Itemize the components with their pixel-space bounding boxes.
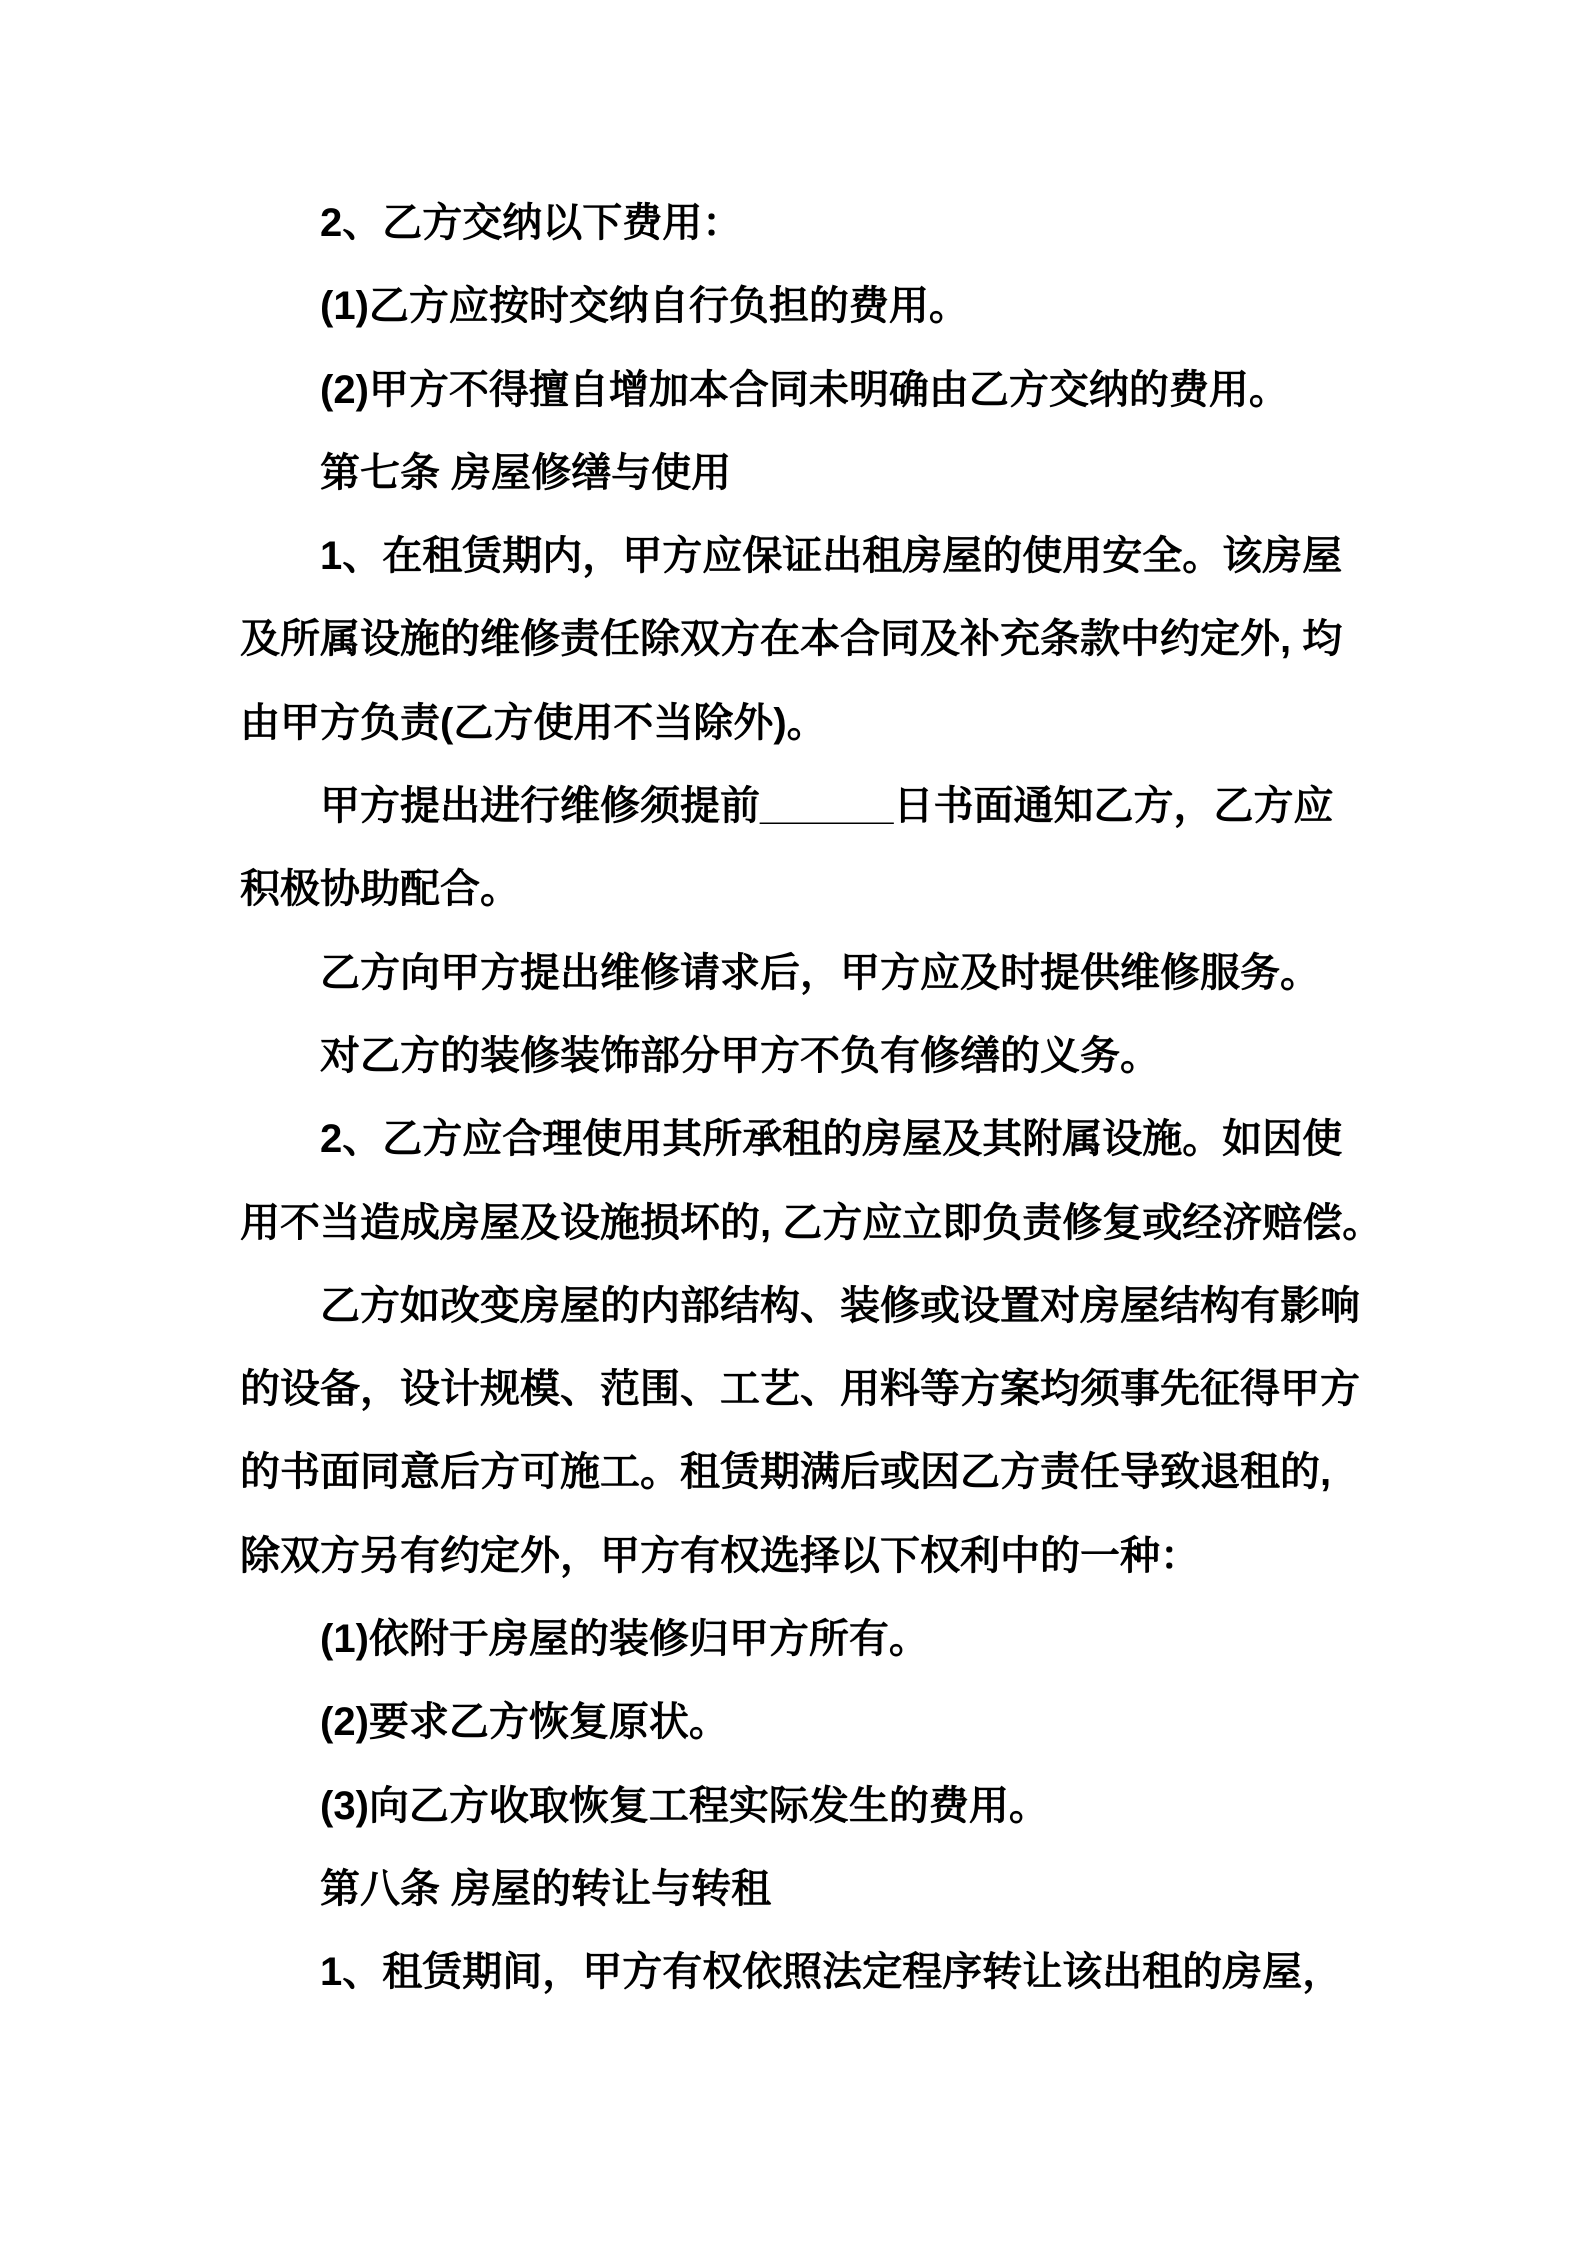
contract-line: 对乙方的装修装饰部分甲方不负有修缮的义务。 — [320, 1033, 1160, 1078]
contract-line: 1、租赁期间，甲方有权依照法定程序转让该出租的房屋， — [320, 1950, 1343, 1995]
contract-line: (1)依附于房屋的装修归甲方所有。 — [320, 1617, 929, 1662]
contract-line: 由甲方负责(乙方使用不当除外)。 — [240, 700, 827, 745]
contract-line: 除双方另有约定外，甲方有权选择以下权利中的一种： — [240, 1533, 1200, 1578]
contract-line: 乙方向甲方提出维修请求后，甲方应及时提供维修服务。 — [320, 950, 1320, 995]
section-heading: 第八条 房屋的转让与转租 — [320, 1866, 772, 1911]
contract-line: 2、乙方交纳以下费用： — [320, 201, 743, 245]
contract-line: 1、在租赁期内，甲方应保证出租房屋的使用安全。该房屋 — [320, 534, 1343, 579]
contract-line: (3)向乙方收取恢复工程实际发生的费用。 — [320, 1783, 1049, 1828]
contract-line: 2、乙方应合理使用其所承租的房屋及其附属设施。如因使 — [320, 1117, 1343, 1162]
contract-line: 的设备，设计规模、范围、工艺、用料等方案均须事先征得甲方 — [240, 1367, 1360, 1412]
contract-line: 甲方提出进行维修须提前______日书面通知乙方，乙方应 — [320, 784, 1334, 829]
contract-line: 的书面同意后方可施工。租赁期满后或因乙方责任导致退租的, — [240, 1450, 1332, 1495]
contract-body — [240, 182, 1530, 2015]
contract-line: 及所属设施的维修责任除双方在本合同及补充条款中约定外, 均 — [240, 617, 1343, 662]
contract-line: 积极协助配合。 — [240, 867, 520, 912]
contract-line: (2)要求乙方恢复原状。 — [320, 1700, 729, 1745]
contract-line: (1)乙方应按时交纳自行负担的费用。 — [320, 284, 969, 329]
contract-line: 用不当造成房屋及设施损坏的, 乙方应立即负责修复或经济赔偿。 — [240, 1200, 1383, 1245]
contract-line: (2)甲方不得擅自增加本合同未明确由乙方交纳的费用。 — [320, 367, 1289, 412]
section-heading: 第七条 房屋修缮与使用 — [320, 450, 732, 495]
contract-line: 乙方如改变房屋的内部结构、装修或设置对房屋结构有影响 — [320, 1283, 1360, 1328]
